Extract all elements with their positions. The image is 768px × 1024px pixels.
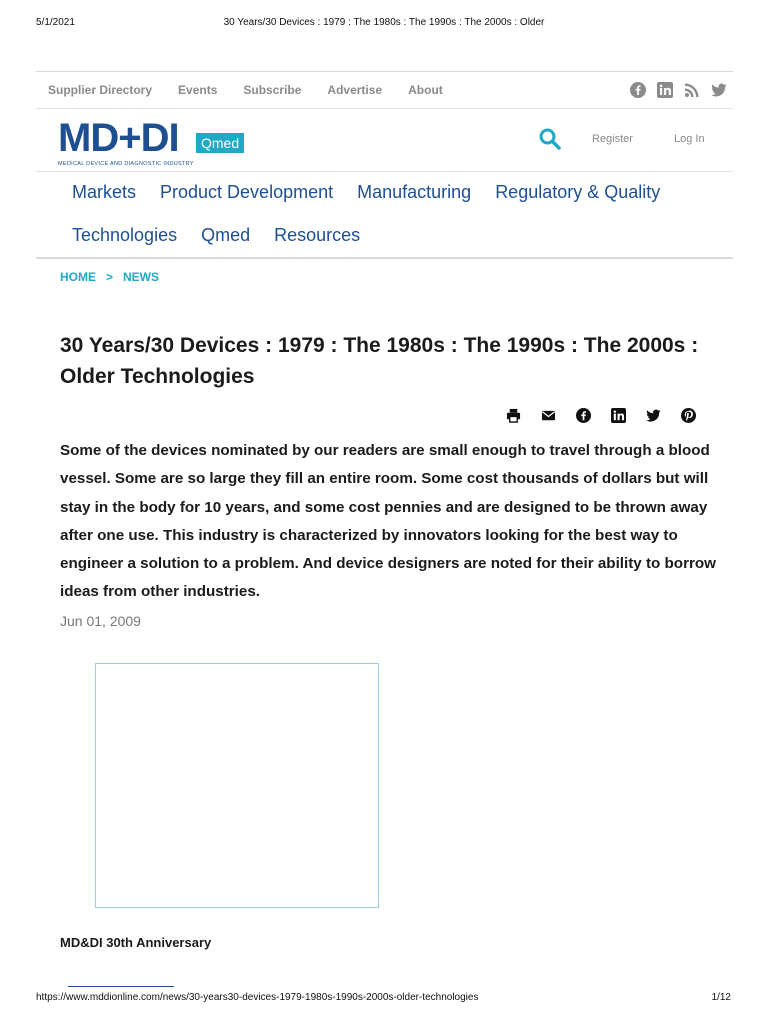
main-nav: [36, 171, 733, 259]
social-links: [630, 72, 727, 108]
image-caption: MD&DI 30th Anniversary: [60, 935, 212, 950]
rss-icon[interactable]: [684, 82, 700, 98]
print-title: 30 Years/30 Devices : 1979 : The 1980s : The 1990s : The 2000s : Older: [223, 17, 545, 28]
page-title: 30 Years/30 Devices : 1979 : The 1980s : The 1990s : The 2000s : Older Technologies: [60, 334, 699, 388]
utility-bar: [36, 71, 733, 109]
linkedin-icon[interactable]: [657, 82, 673, 98]
facebook-icon[interactable]: [630, 82, 646, 98]
site-logo[interactable]: [58, 117, 254, 169]
print-icon[interactable]: [506, 408, 521, 423]
article-image: [95, 663, 379, 908]
linkedin-share-icon[interactable]: [611, 408, 626, 423]
utility-link-advertise[interactable]: Advertise: [327, 83, 383, 97]
header: [36, 107, 733, 172]
print-page-number: 1/12: [711, 992, 731, 1003]
main-nav-row-2: [72, 225, 384, 246]
login-link[interactable]: Log In: [674, 133, 705, 145]
nav-item-technologies[interactable]: Technologies: [72, 225, 178, 245]
nav-item-qmed[interactable]: Qmed: [201, 225, 251, 245]
breadcrumb: [60, 270, 159, 284]
article-lede: Some of the devices nominated by our readers are small enough to travel through a blood vessel. Some are so large they fill an entire room. Some cost thousands of dollars but will stay in the body for 10 years, and some cost pennies and are designed to be thrown away after one use. This industry is characterized by innovators looking for the best way to engineer a solution to a problem. And device designers are noted for their ability to borrow ideas from other industries.: [60, 442, 716, 601]
main-nav-row-1: [72, 182, 684, 203]
nav-item-regulatory-quality[interactable]: Regulatory & Quality: [495, 182, 661, 202]
utility-link-supplier-directory[interactable]: Supplier Directory: [48, 83, 153, 97]
publish-date: Jun 01, 2009: [60, 613, 141, 629]
utility-link-about[interactable]: About: [408, 83, 443, 97]
facebook-share-icon[interactable]: [576, 408, 591, 423]
twitter-icon[interactable]: [711, 82, 727, 98]
logo-qmed-badge: Qmed: [196, 133, 244, 153]
breadcrumb-news[interactable]: NEWS: [123, 270, 160, 284]
breadcrumb-separator: >: [106, 270, 114, 284]
nav-item-product-development[interactable]: Product Development: [160, 182, 334, 202]
print-date: 5/1/2021: [36, 17, 75, 28]
utility-links: [48, 72, 469, 108]
logo-tagline: MEDICAL DEVICE AND DIAGNOSTIC INDUSTRY: [58, 161, 194, 167]
nav-item-resources[interactable]: Resources: [274, 225, 361, 245]
pinterest-share-icon[interactable]: [681, 408, 696, 423]
utility-link-subscribe[interactable]: Subscribe: [243, 83, 302, 97]
breadcrumb-home[interactable]: HOME: [60, 270, 96, 284]
register-link[interactable]: Register: [592, 133, 633, 145]
share-bar: [506, 408, 696, 423]
search-icon[interactable]: [538, 127, 562, 151]
email-icon[interactable]: [541, 408, 556, 423]
print-url: https://www.mddionline.com/news/30-years30-devices-1979-1980s-1990s-2000s-older-technologies: [36, 992, 479, 1003]
utility-link-events[interactable]: Events: [178, 83, 218, 97]
divider-line: [68, 986, 174, 987]
twitter-share-icon[interactable]: [646, 408, 661, 423]
nav-item-markets[interactable]: Markets: [72, 182, 137, 202]
nav-item-manufacturing[interactable]: Manufacturing: [357, 182, 472, 202]
logo-wordmark: MD+DI: [58, 116, 179, 160]
